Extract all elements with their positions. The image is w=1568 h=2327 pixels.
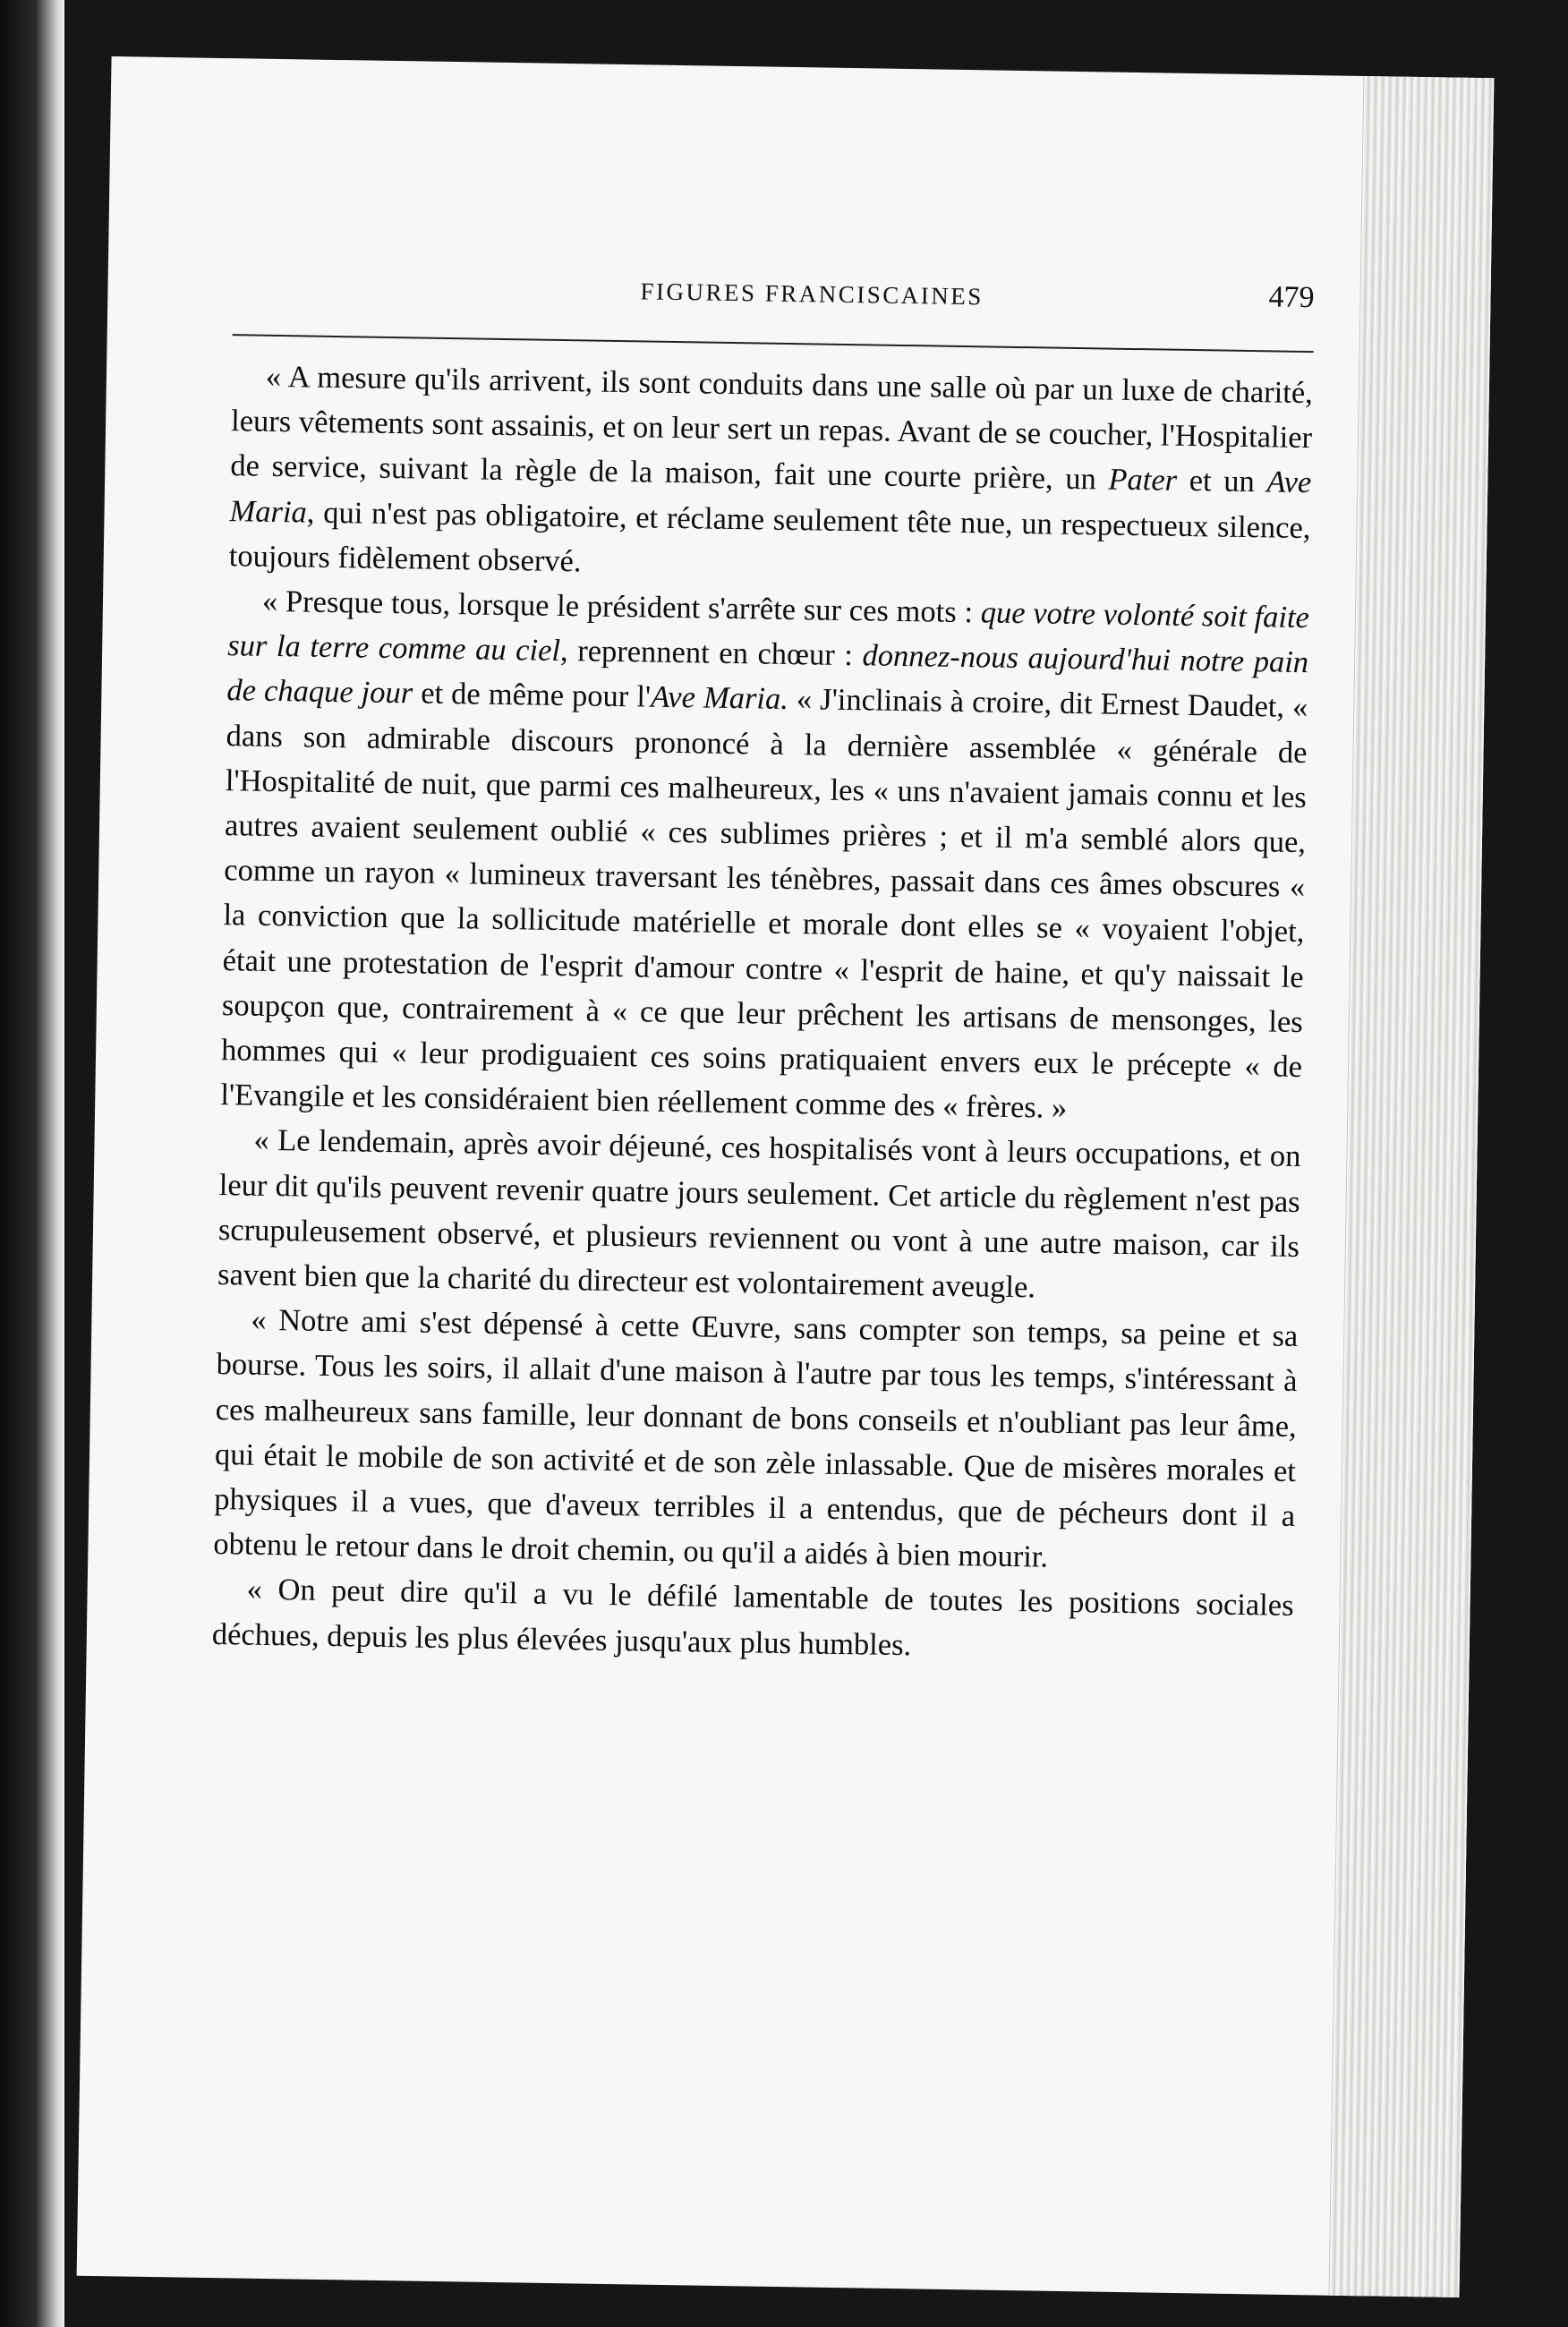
page-edges (1328, 76, 1494, 2297)
running-title: FIGURES FRANCISCAINES (640, 277, 984, 311)
paragraph-1: « A mesure qu'ils arrivent, ils sont conduits dans une salle où par un luxe de charité, leurs vêtements sont assainis, et on leur sert un repas. Avant de se coucher, l'Hospitalier de service, suivant la règle de la maison, fait une courte prière, un Pater et un Ave Maria, qui n'est pas obligatoire, et réclame seulement tête nue, un respectueux silence, toujours fidèlement observé. (228, 359, 1314, 579)
page-header (233, 271, 1315, 353)
paragraph-4: « Notre ami s'est dépensé à cette Œuvre, sans compter son temps, sa peine et sa bourse. Tous les soirs, il allait d'une maison à l'autre par tous les temps, s'intéressant à ces malheureux sans famille, leur donnant de bons conseils et n'oubliant pas leur âme, qui était le mobile de son activité et de son zèle inlassable. Que de misères morales et physiques il a vues, que d'aveux terribles il a entendus, que de pécheurs dont il a obtenu le retour dans le droit chemin, ou qu'il a aidés à bien mourir. (213, 1302, 1299, 1574)
paragraph-3: « Le lendemain, après avoir déjeuné, ces hospitalisés vont à leurs occupations, et on leur dit qu'ils peuvent revenir quatre jours seulement. Cet article du règlement n'est pas scrupuleusement observé, et plusieurs reviennent ou vont à une autre maison, car ils savent bien que la charité du directeur est volontairement aveugle. (217, 1123, 1301, 1305)
page-number: 479 (1268, 280, 1315, 315)
book-page (77, 56, 1495, 2297)
paragraph-2: « Presque tous, lorsque le président s'arrête sur ces mots : que votre volonté soit faite sur la terre comme au ciel, reprennent en chœur : donnez-nous aujourd'hui notre pain de chaque jour et de même pour l'Ave Maria. « J'inclinais à croire, dit Ernest Daudet, « dans son admirable discours prononcé à la dernière assemblée « générale de l'Hospitalité de nuit, que parmi ces malheureux, les « uns n'avaient jamais connu et les autres avaient seulement oublié « ces sublimes prières ; et il m'a semblé alors que, comme un rayon « lumineux traversant les ténèbres, passait dans ces âmes obscures « la conviction que la sollicitude matérielle et morale dont elles se « voyaient l'objet, était une protestation de l'esprit d'amour contre « l'esprit de haine, et qu'y naissait le soupçon que, contrairement à « ce que leur prêchent les artisans de mensonges, les hommes qui « leur prodiguaient ces soins pratiquaient envers eux le précepte « de l'Evangile et les considéraient bien réellement comme des « frères. » (220, 584, 1310, 1126)
body-text (212, 354, 1314, 1674)
left-page-edge (0, 0, 64, 2327)
paragraph-5: « On peut dire qu'il a vu le défilé lamentable de toutes les positions sociales déchues, depuis les plus élevées jusqu'aux plus humbles. (211, 1573, 1294, 1662)
